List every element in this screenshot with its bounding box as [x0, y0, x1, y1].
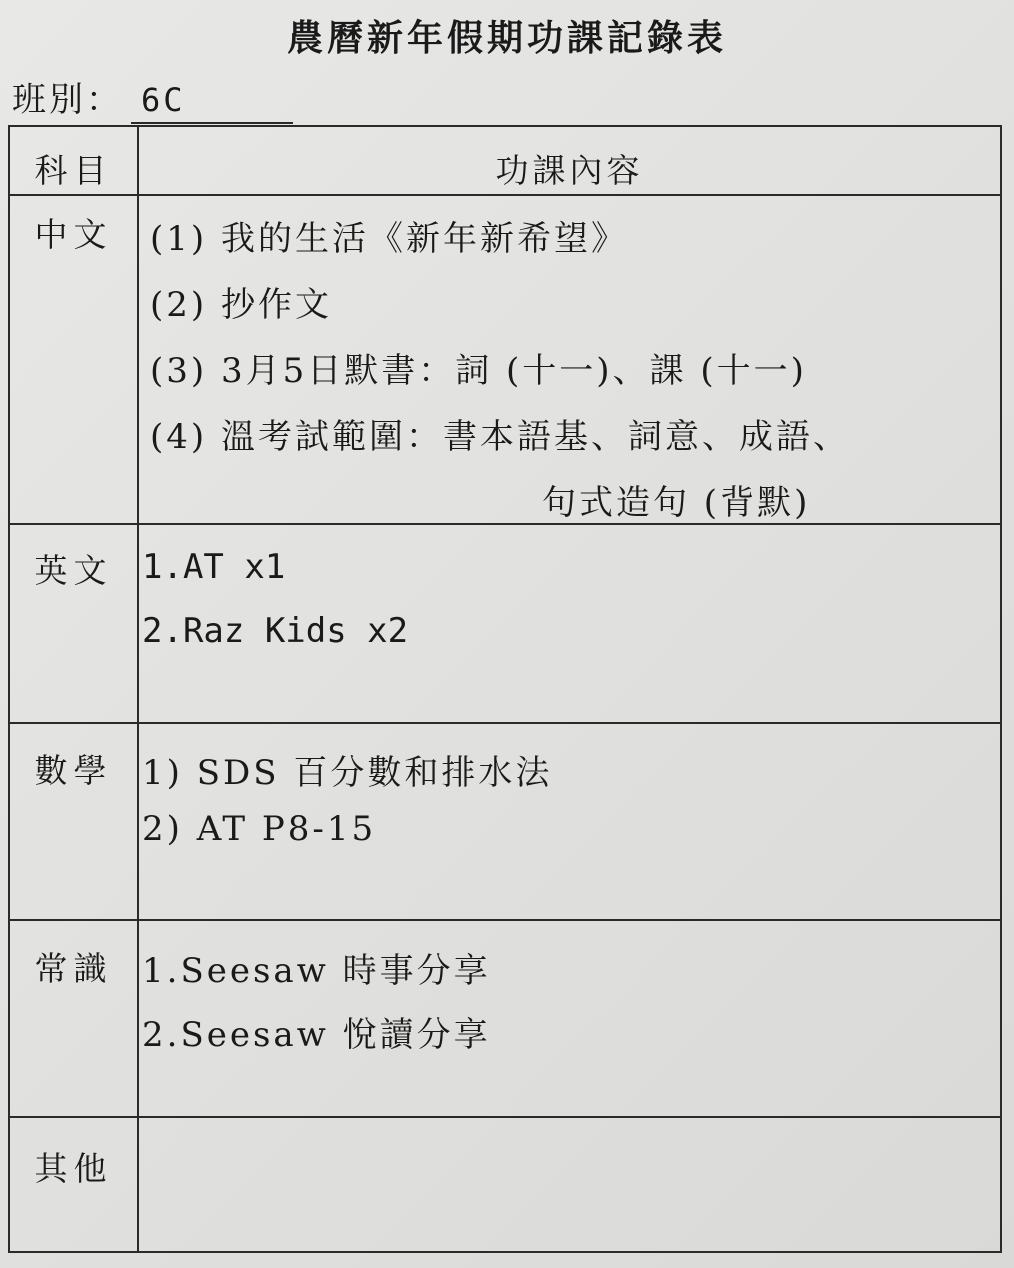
- subject-english: 英文: [34, 551, 113, 590]
- english-line-2: 2.Raz Kids x2: [142, 611, 409, 651]
- column-divider: [137, 127, 139, 1251]
- subject-general-studies: 常識: [34, 949, 113, 988]
- subject-chinese: 中文: [34, 215, 113, 254]
- row-divider: [10, 1116, 1000, 1118]
- subject-math: 數學: [34, 751, 113, 790]
- chinese-line-3: (3) 3月5日默書：詞 (十一)、課 (十一): [150, 351, 807, 391]
- math-line-1: 1) SDS 百分數和排水法: [142, 753, 553, 793]
- class-value: 6C: [131, 78, 293, 124]
- english-line-1: 1.AT x1: [142, 547, 286, 587]
- row-divider: [10, 523, 1000, 525]
- row-divider: [10, 722, 1000, 724]
- chinese-line-5: 句式造句 (背默): [542, 483, 811, 523]
- chinese-line-1: (1) 我的生活《新年新希望》: [150, 219, 628, 259]
- class-field: [12, 72, 293, 124]
- page-title: 農曆新年假期功課記錄表: [286, 17, 727, 59]
- header-content: 功課內容: [495, 151, 644, 190]
- gs-line-2: 2.Seesaw 悅讀分享: [142, 1015, 491, 1055]
- chinese-line-4: (4) 溫考試範圍：書本語基、詞意、成語、: [150, 417, 850, 457]
- header-subject: 科目: [34, 151, 113, 190]
- chinese-line-2: (2) 抄作文: [150, 285, 332, 325]
- row-divider: [10, 194, 1000, 196]
- class-label: 班別：: [12, 80, 123, 120]
- gs-line-1: 1.Seesaw 時事分享: [142, 951, 491, 991]
- math-line-2: 2) AT P8-15: [142, 809, 377, 849]
- row-divider: [10, 919, 1000, 921]
- subject-others: 其他: [34, 1149, 113, 1188]
- homework-table: [8, 125, 1002, 1253]
